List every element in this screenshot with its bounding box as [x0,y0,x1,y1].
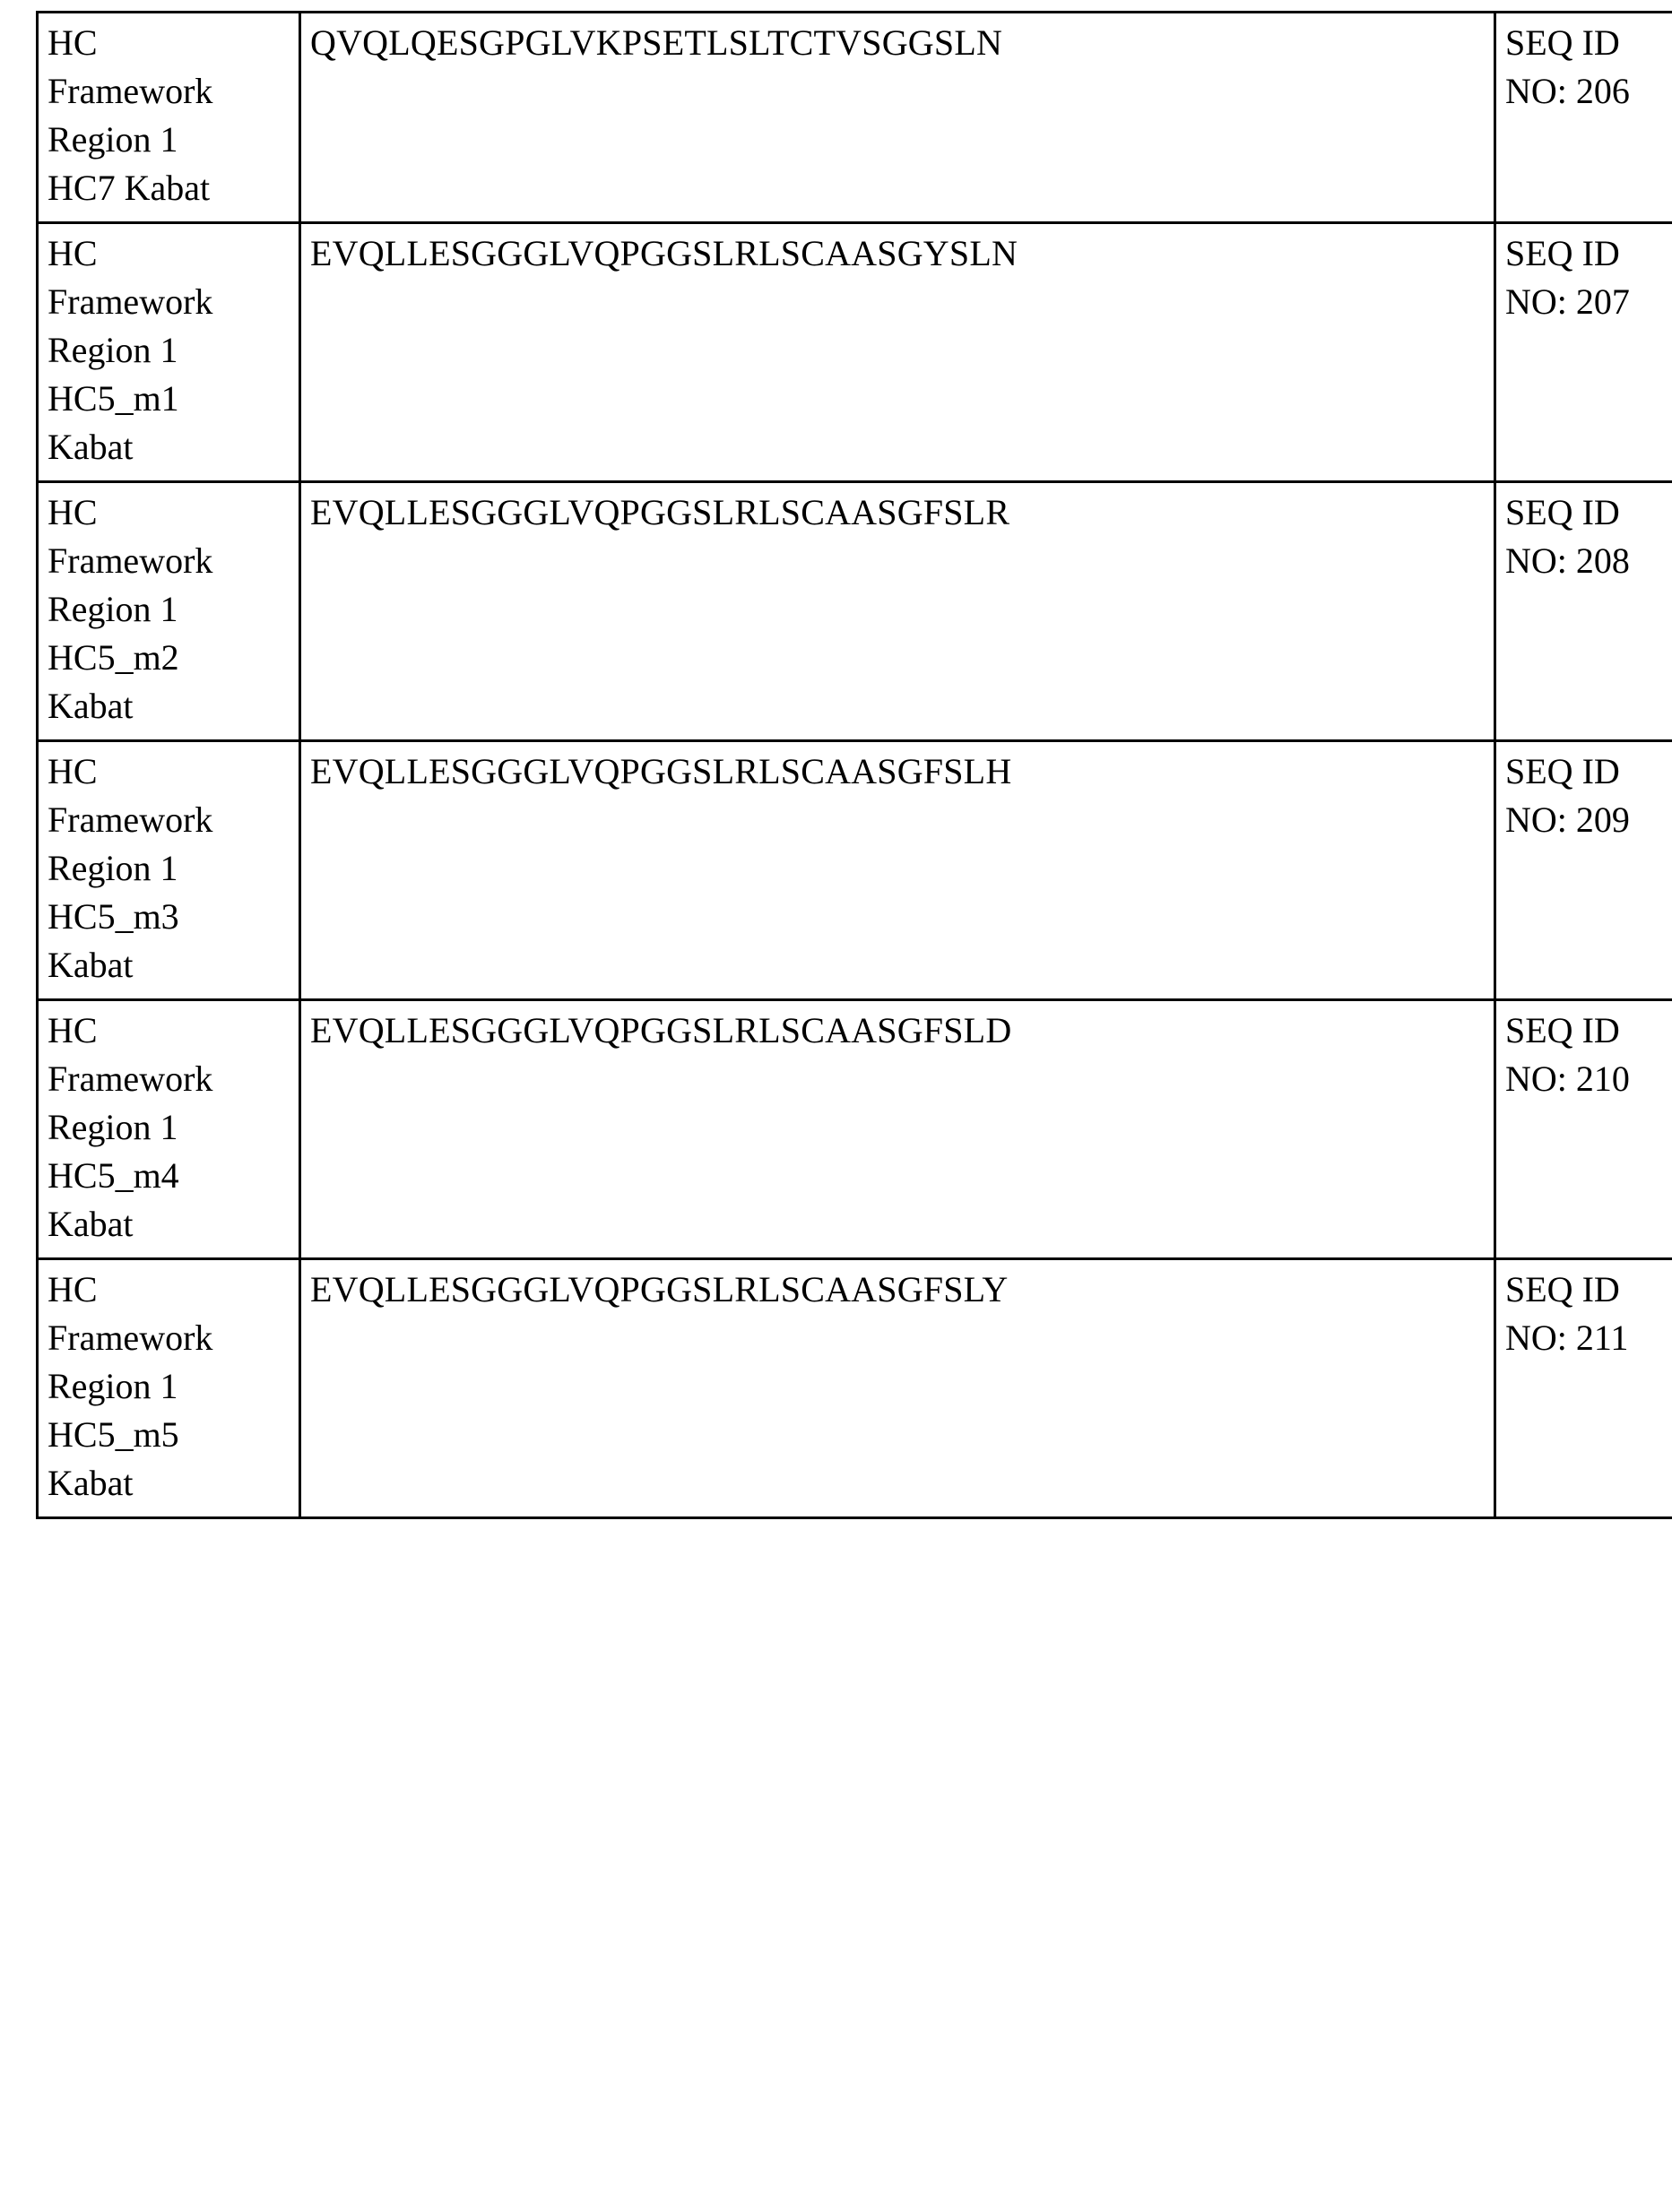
sequence-text: EVQLLESGGGLVQPGGSLRLSCAASGFSLR [310,492,1010,532]
row-label-line: Framework [48,799,213,840]
row-label-line: Framework [48,1318,213,1358]
row-seqid-cell [1495,482,1672,741]
row-label-line: HC7 Kabat [48,168,211,208]
row-label-line: Framework [48,540,213,581]
row-label-line: Framework [48,281,213,322]
seqid-line: NO: 210 [1505,1058,1630,1099]
row-sequence-cell [300,741,1495,1000]
row-label-line: HC [48,492,98,532]
row-label-line: Region 1 [48,589,178,629]
row-label-line: HC [48,1010,98,1050]
row-label-line: Region 1 [48,119,178,160]
row-label-cell [38,223,300,482]
row-label-line: HC5_m5 [48,1414,179,1455]
seqid-line: NO: 209 [1505,799,1630,840]
row-label-line: Kabat [48,427,134,467]
row-label-line: Kabat [48,1463,134,1503]
sequence-text: EVQLLESGGGLVQPGGSLRLSCAASGFSLD [310,1010,1012,1050]
row-label-cell [38,482,300,741]
row-label-cell [38,1259,300,1518]
seqid-line: SEQ ID [1505,1010,1620,1050]
table-row [38,13,1672,223]
row-label-line: HC5_m3 [48,896,179,937]
row-sequence-cell [300,13,1495,223]
row-label-line: Region 1 [48,848,178,888]
row-sequence-cell [300,482,1495,741]
seqid-line: NO: 207 [1505,281,1630,322]
table-row [38,1259,1672,1518]
seqid-line: SEQ ID [1505,492,1620,532]
sequence-text: EVQLLESGGGLVQPGGSLRLSCAASGYSLN [310,233,1018,273]
row-seqid-cell [1495,13,1672,223]
seqid-line: SEQ ID [1505,22,1620,63]
row-label-line: Region 1 [48,1107,178,1147]
sequence-text: QVQLQESGPGLVKPSETLSLTCTVSGGSLN [310,22,1003,63]
seqid-line: SEQ ID [1505,1269,1620,1309]
table-row [38,482,1672,741]
row-label-line: HC [48,751,98,791]
row-label-line: HC [48,22,98,63]
row-label-line: Region 1 [48,330,178,370]
row-label-line: HC [48,1269,98,1309]
row-label-line: Framework [48,71,213,111]
row-label-line: Framework [48,1058,213,1099]
sequence-table [36,11,1672,1519]
seqid-line: NO: 211 [1505,1318,1629,1358]
row-label-line: HC5_m4 [48,1155,179,1196]
row-label-cell [38,13,300,223]
sequence-text: EVQLLESGGGLVQPGGSLRLSCAASGFSLY [310,1269,1009,1309]
sequence-text: EVQLLESGGGLVQPGGSLRLSCAASGFSLH [310,751,1012,791]
row-label-line: Kabat [48,686,134,726]
row-sequence-cell [300,223,1495,482]
row-seqid-cell [1495,1259,1672,1518]
row-label-line: Kabat [48,945,134,985]
table-body [38,13,1672,1518]
row-label-cell [38,741,300,1000]
table-row [38,1000,1672,1259]
row-label-line: HC5_m1 [48,378,179,419]
row-sequence-cell [300,1000,1495,1259]
row-label-line: HC [48,233,98,273]
table-row [38,741,1672,1000]
row-seqid-cell [1495,1000,1672,1259]
row-label-line: HC5_m2 [48,637,179,678]
seqid-line: SEQ ID [1505,751,1620,791]
row-label-cell [38,1000,300,1259]
row-seqid-cell [1495,741,1672,1000]
row-label-line: Kabat [48,1204,134,1244]
row-label-line: Region 1 [48,1366,178,1406]
seqid-line: NO: 208 [1505,540,1630,581]
seqid-line: SEQ ID [1505,233,1620,273]
row-sequence-cell [300,1259,1495,1518]
row-seqid-cell [1495,223,1672,482]
table-row [38,223,1672,482]
seqid-line: NO: 206 [1505,71,1630,111]
